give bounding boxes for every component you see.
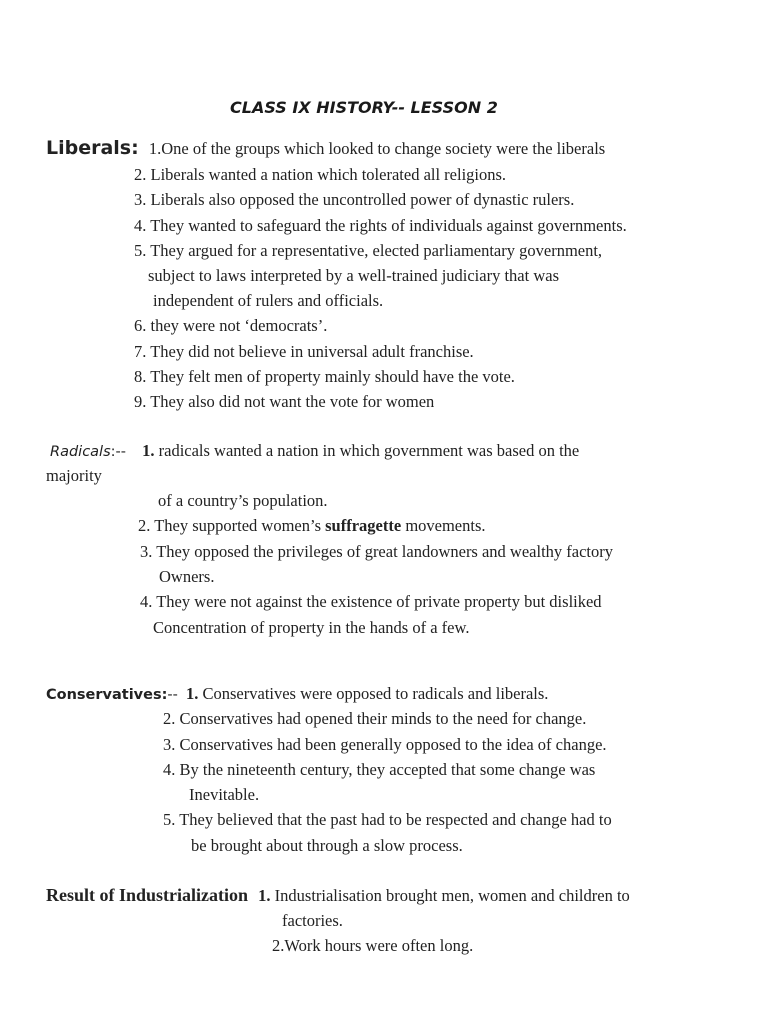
radicals-line: movements.	[401, 516, 486, 535]
industrialization-line: 2.Work hours were often long.	[272, 936, 474, 955]
liberals-line: 8. They felt men of property mainly should have the vote.	[134, 367, 515, 386]
industrialization-item-1	[46, 885, 630, 906]
industrialization-line: factories.	[282, 911, 343, 930]
liberals-line: 6. they were not ‘democrats’.	[134, 316, 328, 335]
conservatives-line: 3. Conservatives had been generally opposed to the idea of change.	[163, 735, 607, 754]
liberals-line: 2. Liberals wanted a nation which tolerated all religions.	[134, 165, 507, 184]
liberals-line: 3. Liberals also opposed the uncontrolled power of dynastic rulers.	[134, 190, 575, 209]
liberals-item-1	[46, 138, 605, 159]
conservatives-line: 4. By the nineteenth century, they accepted that some change was	[163, 760, 596, 779]
radicals-heading-suffix: :--	[110, 444, 126, 460]
conservatives-line: 5. They believed that the past had to be respected and change had to	[163, 810, 612, 829]
liberals-heading: Liberals:	[46, 137, 139, 159]
liberals-line: 4. They wanted to safeguard the rights of individuals against governments.	[134, 216, 627, 235]
conservatives-line: 2. Conservatives had opened their minds to the need for change.	[163, 709, 587, 728]
conservatives-item-number: 1.	[186, 684, 199, 703]
radicals-heading: Radicals	[50, 444, 111, 460]
conservatives-heading-suffix: --	[167, 687, 178, 703]
radicals-line: 2. They supported women’s	[138, 516, 326, 535]
radicals-item-number: 1.	[142, 441, 155, 460]
industrialization-item-number: 1.	[258, 886, 271, 905]
radicals-item-1	[50, 441, 579, 462]
radicals-line: Owners.	[159, 567, 215, 586]
radicals-item-2	[138, 516, 486, 536]
radicals-line: of a country’s population.	[158, 491, 328, 510]
radicals-line: radicals wanted a nation in which government was based on the	[158, 441, 580, 460]
liberals-line: 5. They argued for a representative, elected parliamentary government,	[134, 241, 603, 260]
conservatives-line: Conservatives were opposed to radicals and liberals.	[198, 684, 549, 703]
liberals-line: 1.One of the groups which looked to change society were the liberals	[148, 139, 606, 158]
liberals-line: subject to laws interpreted by a well-trained judiciary that was	[148, 266, 559, 285]
radicals-line: majority	[46, 466, 102, 485]
conservatives-line: be brought about through a slow process.	[191, 836, 463, 855]
page-title: CLASS IX HISTORY-- LESSON 2	[230, 98, 498, 117]
radicals-line: Concentration of property in the hands of a few.	[153, 618, 470, 637]
suffragette-term: suffragette	[325, 516, 402, 535]
liberals-line: independent of rulers and officials.	[153, 291, 384, 310]
conservatives-heading: Conservatives:	[46, 687, 168, 703]
liberals-line: 9. They also did not want the vote for women	[134, 392, 435, 411]
radicals-line: 3. They opposed the privileges of great landowners and wealthy factory	[140, 542, 614, 561]
liberals-line: 7. They did not believe in universal adult franchise.	[134, 342, 474, 361]
industrialization-heading: Result of Industrialization	[46, 885, 249, 905]
conservatives-line: Inevitable.	[189, 785, 260, 804]
radicals-line: 4. They were not against the existence of private property but disliked	[140, 592, 602, 611]
industrialization-line: Industrialisation brought men, women and children to	[270, 886, 630, 905]
conservatives-item-1	[46, 684, 548, 705]
